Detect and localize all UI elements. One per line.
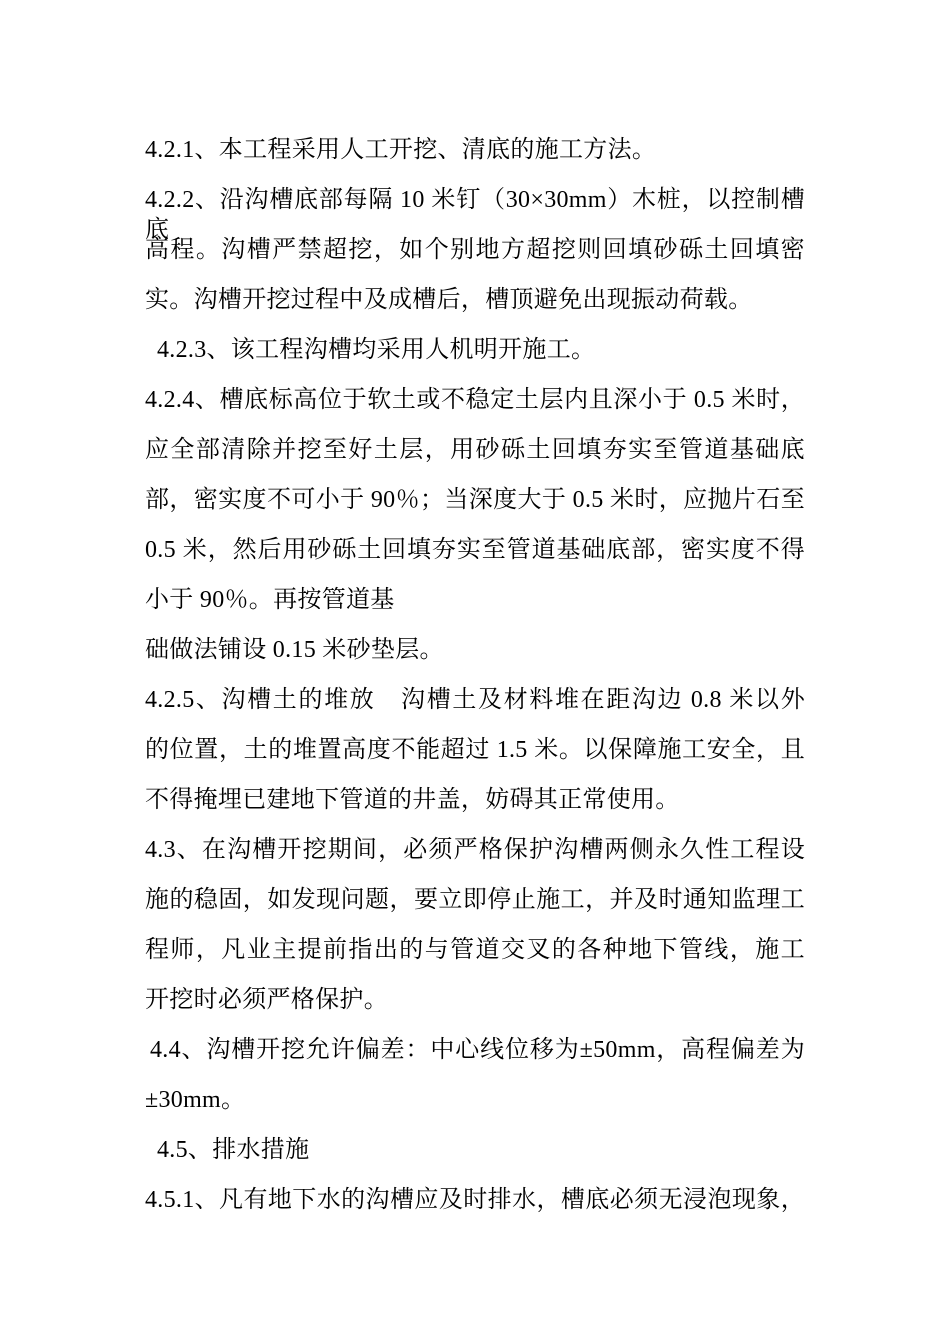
- section-heading: 4.5、排水措施: [157, 1137, 310, 1163]
- text-line: 4.5.1、凡有地下水的沟槽应及时排水，槽底必须无浸泡现象，: [145, 1187, 805, 1213]
- text-line: 程师，凡业主提前指出的与管道交叉的各种地下管线，施工: [145, 937, 805, 963]
- text-line: 开挖时必须严格保护。: [145, 987, 388, 1013]
- text-line: 小于 90％。再按管道基: [145, 587, 395, 613]
- text-line: 4.2.5、沟槽土的堆放 沟槽土及材料堆在距沟边 0.8 米以外: [145, 687, 805, 713]
- text-line: 4.3、在沟槽开挖期间，必须严格保护沟槽两侧永久性工程设: [145, 837, 805, 863]
- text-line: 4.2.4、槽底标高位于软土或不稳定土层内且深小于 0.5 米时，: [145, 387, 805, 413]
- text-line: 实。沟槽开挖过程中及成槽后，槽顶避免出现振动荷载。: [145, 287, 753, 313]
- text-line: 施的稳固，如发现问题，要立即停止施工，并及时通知监理工: [145, 887, 805, 913]
- text-line: 4.4、沟槽开挖允许偏差：中心线位移为±50mm，高程偏差为: [150, 1037, 805, 1063]
- text-line: 4.2.1、本工程采用人工开挖、清底的施工方法。: [145, 137, 657, 163]
- text-line: 础做法铺设 0.15 米砂垫层。: [145, 637, 444, 663]
- text-line: 4.2.3、该工程沟槽均采用人机明开施工。: [157, 337, 596, 363]
- text-line: ±30mm。: [145, 1087, 246, 1113]
- text-line: 高程。沟槽严禁超挖，如个别地方超挖则回填砂砾土回填密: [145, 237, 805, 263]
- text-line: 不得掩埋已建地下管道的井盖，妨碍其正常使用。: [145, 787, 680, 813]
- text-line: 的位置，土的堆置高度不能超过 1.5 米。以保障施工安全，且: [145, 737, 805, 763]
- text-line: 部，密实度不可小于 90％；当深度大于 0.5 米时，应抛片石至: [145, 487, 805, 513]
- text-line: 应全部清除并挖至好土层，用砂砾土回填夯实至管道基础底: [145, 437, 805, 463]
- text-line: 4.2.2、沿沟槽底部每隔 10 米钉（30×30mm）木桩，以控制槽底: [145, 187, 805, 243]
- text-line: 0.5 米，然后用砂砾土回填夯实至管道基础底部，密实度不得: [145, 537, 805, 563]
